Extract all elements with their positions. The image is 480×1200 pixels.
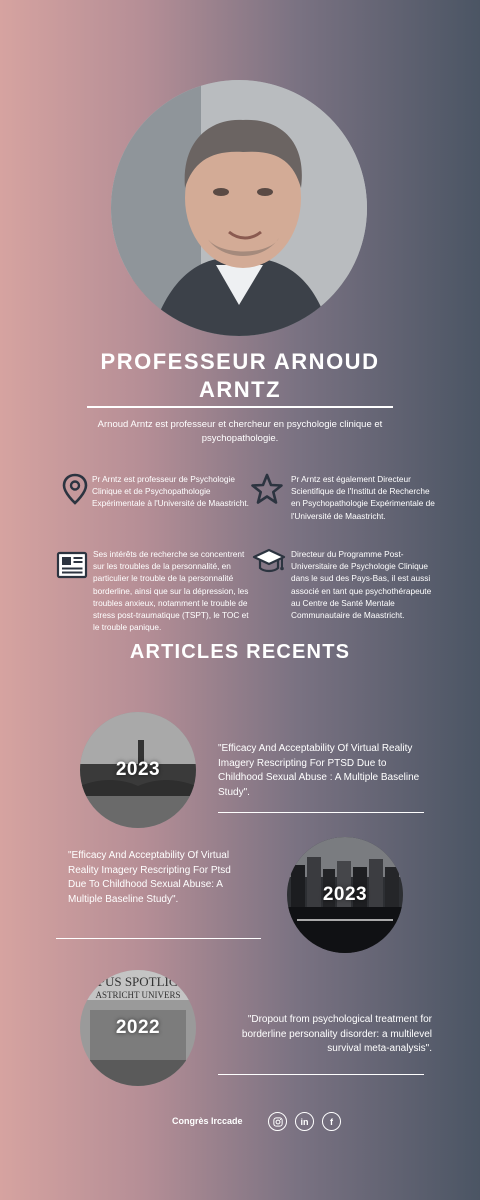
- article-3-year: 2022: [115, 1017, 161, 1038]
- facebook-icon[interactable]: f: [322, 1112, 341, 1131]
- info-text-1: Pr Arntz est professeur de Psychologie Clinique et de Psychopathologie Expérimentale à l'Université de Maastricht.: [92, 474, 249, 509]
- profile-portrait: [111, 80, 367, 336]
- star-icon: [250, 472, 284, 506]
- article-3-photo-text-2: ASTRICHT UNIVERS: [95, 990, 181, 1000]
- info-text-3: Ses intérêts de recherche se concentrent sur les troubles de la personnalité, en particulier le trouble de la personnalité borderline, ainsi que sur la dépression, les troubles anxieux, notamment le trouble de stress post-traumatique (TSPT), le TOC et le trouble panique.: [93, 549, 249, 633]
- article-2-image[interactable]: [287, 837, 403, 953]
- title-divider: [87, 406, 393, 408]
- newspaper-icon: [55, 548, 89, 582]
- article-2-divider: [56, 938, 261, 939]
- map-pin-icon: [58, 472, 92, 506]
- instagram-icon[interactable]: [268, 1112, 287, 1131]
- article-1-divider: [218, 812, 424, 813]
- articles-section-title: ARTICLES RECENTS: [129, 641, 351, 663]
- article-3-divider: [218, 1074, 424, 1075]
- article-3-photo-text-1: PUS SPOTLIG: [97, 974, 179, 989]
- article-1-image[interactable]: [80, 712, 196, 828]
- article-1-year: 2023: [115, 759, 161, 780]
- article-3-text: "Dropout from psychological treatment for borderline personality disorder: a multilevel survival meta-analysis".: [241, 1014, 432, 1054]
- linkedin-icon[interactable]: in: [295, 1112, 314, 1131]
- page-title: [80, 348, 400, 404]
- article-2-year: 2023: [322, 884, 368, 905]
- article-3-image[interactable]: [80, 970, 196, 1086]
- info-text-2: Pr Arntz est également Directeur Scientifique de l'Institut de Recherche en Psychopathologie Expérimentale de l'Université de Maastricht.: [291, 474, 435, 521]
- article-1-text: "Efficacy And Acceptability Of Virtual Reality Imagery Rescripting For PTSD Due to Childhood Sexual Abuse : A Multiple Baseline Study".: [218, 743, 420, 798]
- graduation-cap-icon: [252, 545, 286, 579]
- info-text-4: Directeur du Programme Post-Universitaire de Psychologie Clinique dans le sud des Pays-Bas, il est aussi associé en tant que psychothérapeute au Centre de Santé Mentale Communautaire de Maastricht.: [291, 549, 432, 621]
- footer-label: Congrès Irccade: [172, 1116, 243, 1126]
- title-line-1: PROFESSEUR ARNOUD: [100, 349, 380, 374]
- title-line-2: ARNTZ: [198, 377, 282, 402]
- article-2-text: "Efficacy And Acceptability Of Virtual Reality Imagery Rescripting For Ptsd Due To Childhood Sexual Abuse: A Multiple Baseline Study".: [68, 850, 231, 905]
- intro-text: Arnoud Arntz est professeur et chercheur en psychologie clinique et psychopathologie.: [97, 419, 383, 444]
